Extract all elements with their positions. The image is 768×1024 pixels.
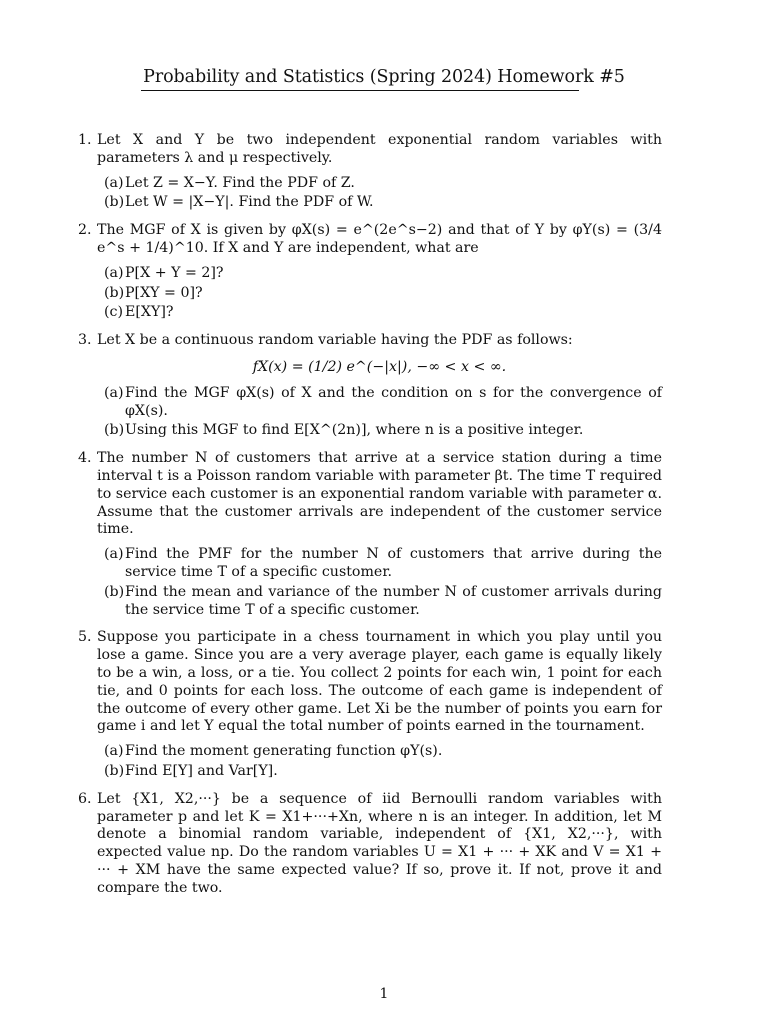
problem-statement: Let {X1, X2,···} be a sequence of iid Bernoulli random variables with parameter p and let K = X1+···+Xn, where n is an integer. In addition, let M denote a binomial random variable, independent of {X1, X2,···}, with expected value np. Do the random variables U = X1 + ··· + XK and V = X1 + ··· + XM have the same expected value? If so, prove it. If not, prove it and compare the two.: [97, 790, 662, 896]
subpart: [97, 285, 662, 303]
problem-number: 3.: [78, 332, 92, 349]
page-number: 1: [379, 986, 389, 1002]
subpart-text: E[XY]?: [125, 304, 174, 321]
problem-1: [78, 132, 662, 212]
problem-number: 2.: [78, 222, 92, 239]
page-title: Probability and Statistics (Spring 2024) Homework #5: [143, 67, 625, 87]
problem-6: [78, 791, 662, 898]
subpart-label: (a): [104, 264, 124, 281]
problem-2: [78, 222, 662, 322]
subpart: [97, 422, 662, 440]
subpart-label: (b): [104, 422, 125, 439]
problem-list: [78, 132, 662, 907]
subpart-text: Find the PMF for the number N of customers that arrive during the service time T of a specific customer.: [125, 546, 662, 580]
problem-number: 6.: [78, 790, 92, 807]
subpart-text: Using this MGF to find E[X^(2n)], where n is a positive integer.: [125, 422, 584, 439]
subpart-text: Let W = |X−Y|. Find the PDF of W.: [125, 194, 374, 211]
problem-5: [78, 629, 662, 780]
subpart-label: (b): [104, 194, 125, 211]
problem-3: [78, 332, 662, 440]
subpart-text: Find the moment generating function φY(s).: [125, 743, 443, 760]
subpart: [97, 743, 662, 761]
subpart: [97, 546, 662, 582]
subpart-list: [97, 175, 662, 213]
subpart-list: [97, 265, 662, 322]
problem-number: 4.: [78, 450, 92, 467]
subpart-label: (a): [104, 546, 124, 563]
subpart-label: (b): [104, 583, 125, 600]
subpart-text: P[X + Y = 2]?: [125, 264, 224, 281]
subpart: [97, 265, 662, 283]
subpart: [97, 304, 662, 322]
problem-statement: Suppose you participate in a chess tournament in which you play until you lose a game. Since you are a very average player, each game is equally likely to be a win, a loss, or a tie. You collect 2 points for each win, 1 point for each tie, and 0 points for each loss. The outcome of each game is independent of the outcome of every other game. Let Xi be the number of points you earn for game i and let Y equal the total number of points earned in the tournament.: [97, 629, 662, 735]
problem-number: 1.: [78, 132, 92, 148]
pdf-equation: fX(x) = (1/2) e^(−|x|), −∞ < x < ∞.: [252, 358, 507, 375]
subpart-label: (a): [104, 174, 124, 191]
subpart: [97, 763, 662, 781]
subpart-text: Find the MGF φX(s) of X and the condition on s for the convergence of φX(s).: [125, 384, 662, 419]
problem-4: [78, 450, 662, 619]
subpart-label: (b): [104, 284, 125, 301]
subpart-list: [97, 546, 662, 619]
subpart-list: [97, 385, 662, 440]
subpart: [97, 584, 662, 620]
subpart-text: P[XY = 0]?: [125, 284, 203, 301]
subpart-text: Find E[Y] and Var[Y].: [125, 762, 278, 779]
subpart-text: Let Z = X−Y. Find the PDF of Z.: [125, 174, 355, 191]
subpart: [97, 194, 662, 212]
problem-number: 5.: [78, 629, 92, 646]
subpart-label: (a): [104, 743, 124, 760]
problem-statement: The number N of customers that arrive at a service station during a time interval t is a Poisson random variable with parameter βt. The time T required to service each customer is an exponential random variable with parameter α. Assume that the customer arrivals are independent of the customer service time.: [97, 450, 662, 538]
subpart-label: (c): [104, 304, 124, 321]
subpart-label: (a): [104, 384, 124, 401]
subpart-list: [97, 743, 662, 781]
subpart-text: Find the mean and variance of the number N of customer arrivals during the service time T of a specific customer.: [125, 583, 662, 618]
title-underline: [141, 90, 579, 91]
problem-statement: Let X and Y be two independent exponential random variables with parameters λ and μ respectively.: [97, 132, 662, 166]
subpart-label: (b): [104, 762, 125, 779]
problem-statement: Let X be a continuous random variable having the PDF as follows:: [97, 332, 573, 349]
subpart: [97, 175, 662, 193]
problem-statement: The MGF of X is given by φX(s) = e^(2e^s−2) and that of Y by φY(s) = (3/4 e^s + 1/4)^10. If X and Y are independent, what are: [97, 222, 662, 256]
subpart: [97, 385, 662, 421]
